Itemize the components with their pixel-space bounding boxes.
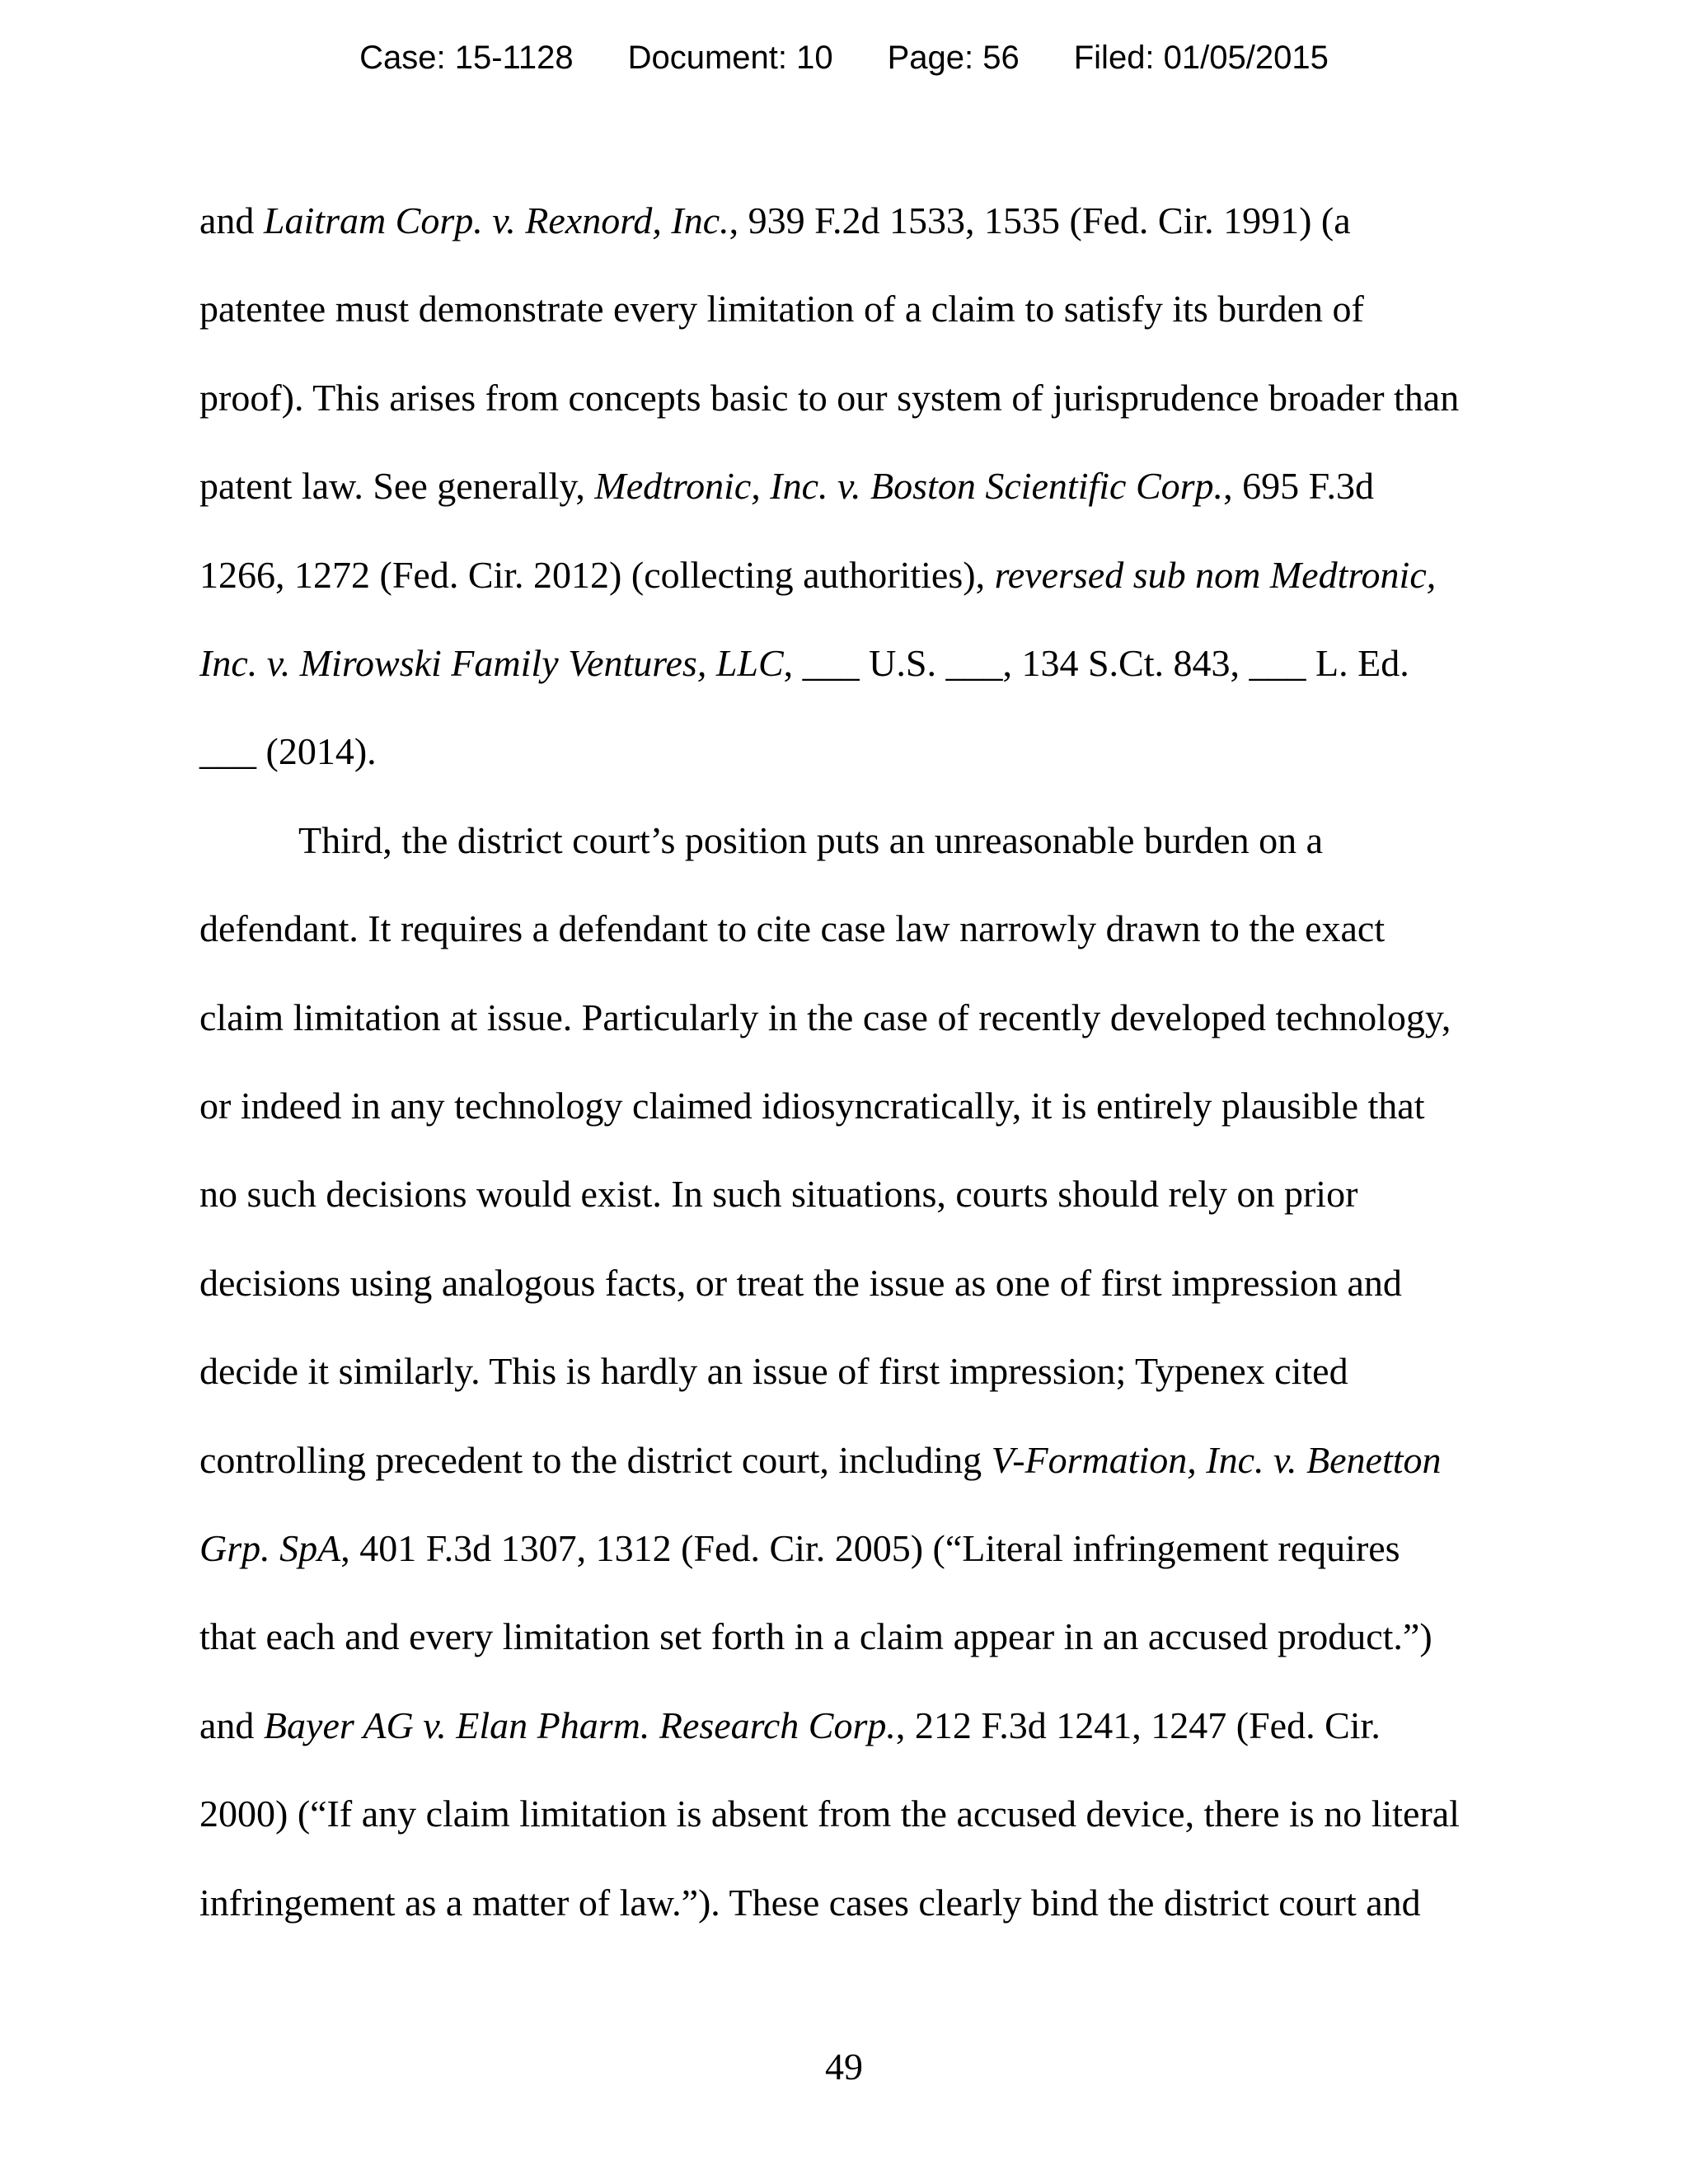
text-line bbox=[199, 1258, 1402, 1308]
header-page-number: Page: 56 bbox=[887, 40, 1020, 76]
text-run: 1266, 1272 (Fed. Cir. 2012) (collecting authorities), bbox=[199, 553, 995, 596]
text-line bbox=[199, 993, 1451, 1043]
text-line bbox=[199, 727, 377, 776]
text-run: , 212 F.3d 1241, 1247 (Fed. Cir. bbox=[895, 1704, 1381, 1746]
text-line bbox=[199, 1436, 1442, 1485]
document-number: Document: 10 bbox=[627, 40, 833, 76]
text-run: 2000) (“If any claim limitation is absent from the accused device, there is no literal bbox=[199, 1793, 1460, 1835]
case-citation-italic: Medtronic, Inc. v. Boston Scientific Corp. bbox=[594, 465, 1224, 508]
text-run: ___ (2014). bbox=[199, 730, 377, 773]
case-citation-italic: V-Formation, Inc. v. Benetton bbox=[991, 1438, 1442, 1481]
text-line bbox=[199, 1612, 1432, 1661]
text-run: decisions using analogous facts, or treat the issue as one of first impression and bbox=[199, 1261, 1402, 1304]
text-run: that each and every limitation set forth in a claim appear in an accused product.”) bbox=[199, 1615, 1432, 1658]
text-line bbox=[199, 904, 1385, 954]
text-line bbox=[199, 551, 1436, 600]
text-run: , ___ U.S. ___, 134 S.Ct. 843, ___ L. Ed. bbox=[783, 642, 1409, 684]
text-run: and bbox=[199, 199, 264, 241]
text-run: and bbox=[199, 1704, 264, 1746]
text-run: or indeed in any technology claimed idiosyncratically, it is entirely plausible that bbox=[199, 1085, 1425, 1127]
case-citation-italic: reversed sub nom Medtronic, bbox=[994, 553, 1437, 596]
text-line bbox=[298, 816, 1323, 865]
text-run: patentee must demonstrate every limitation of a claim to satisfy its burden of bbox=[199, 288, 1364, 330]
text-run: , 401 F.3d 1307, 1312 (Fed. Cir. 2005) (“Literal infringement requires bbox=[340, 1527, 1400, 1569]
text-line bbox=[199, 1789, 1460, 1839]
text-run: proof). This arises from concepts basic to our system of jurisprudence broader than bbox=[199, 376, 1460, 419]
text-line bbox=[199, 284, 1364, 334]
text-run: no such decisions would exist. In such situations, courts should rely on prior bbox=[199, 1173, 1358, 1216]
case-header bbox=[0, 35, 1688, 81]
page-number: 49 bbox=[825, 2046, 863, 2088]
text-line bbox=[199, 196, 1351, 246]
text-run: Third, the district court’s position puts an unreasonable burden on a bbox=[298, 818, 1324, 861]
case-citation-italic: Bayer AG v. Elan Pharm. Research Corp. bbox=[263, 1704, 896, 1746]
text-run: defendant. It requires a defendant to cite case law narrowly drawn to the exact bbox=[199, 907, 1386, 950]
text-run: patent law. See generally, bbox=[199, 465, 595, 508]
text-line bbox=[199, 1347, 1348, 1396]
case-citation-italic: Grp. SpA bbox=[199, 1527, 341, 1569]
text-line bbox=[199, 1701, 1381, 1750]
text-run: controlling precedent to the district court, including bbox=[199, 1438, 992, 1481]
filed-date: Filed: 01/05/2015 bbox=[1073, 40, 1329, 76]
text-run: decide it similarly. This is hardly an issue of first impression; Typenex cited bbox=[199, 1350, 1348, 1393]
text-line bbox=[199, 639, 1409, 688]
text-line bbox=[199, 1878, 1421, 1928]
text-line bbox=[199, 1524, 1400, 1573]
text-line bbox=[199, 1081, 1425, 1131]
text-run: , 939 F.2d 1533, 1535 (Fed. Cir. 1991) (a bbox=[729, 199, 1351, 241]
text-run: claim limitation at issue. Particularly in the case of recently developed technology, bbox=[199, 996, 1451, 1038]
text-line bbox=[199, 373, 1459, 423]
text-line bbox=[199, 462, 1374, 511]
case-citation-italic: Laitram Corp. v. Rexnord, Inc. bbox=[263, 199, 729, 241]
case-number: Case: 15-1128 bbox=[359, 40, 574, 76]
text-run: infringement as a matter of law.”). These cases clearly bind the district court and bbox=[199, 1881, 1421, 1924]
text-run: , 695 F.3d bbox=[1223, 465, 1374, 508]
case-citation-italic: Inc. v. Mirowski Family Ventures, LLC bbox=[199, 642, 784, 684]
text-line bbox=[199, 1169, 1357, 1219]
